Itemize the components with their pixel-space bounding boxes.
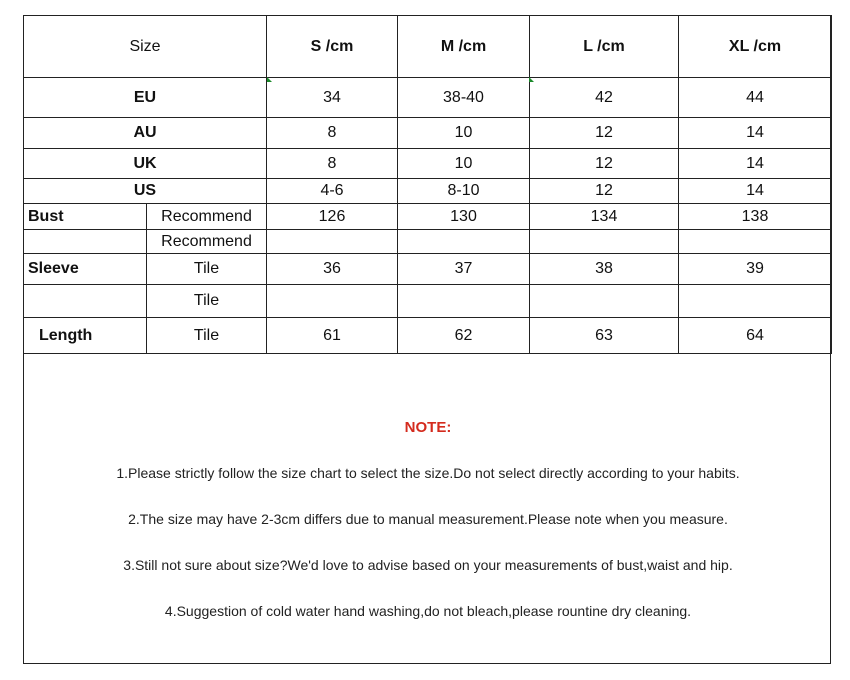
- region-label-au: AU: [24, 118, 267, 149]
- region-label-uk: UK: [24, 149, 267, 179]
- length-sub-label: Tile: [147, 318, 267, 354]
- table-row: [24, 318, 832, 354]
- note-line: 2.The size may have 2-3cm differs due to manual measurement.Please note when you measure.: [128, 511, 728, 527]
- table-row: [24, 204, 832, 230]
- region-label-eu: EU: [24, 78, 267, 118]
- table-cell: 61: [267, 318, 398, 354]
- header-xl: XL /cm: [679, 16, 832, 78]
- table-cell: 38-40: [398, 78, 530, 118]
- table-cell: 12: [530, 118, 679, 149]
- table-cell: 38: [530, 254, 679, 285]
- note-line: 4.Suggestion of cold water hand washing,do not bleach,please rountine dry cleaning.: [164, 603, 692, 619]
- table-cell: 36: [267, 254, 398, 285]
- table-row: [24, 149, 832, 179]
- table-cell: 62: [398, 318, 530, 354]
- header-m: M /cm: [398, 16, 530, 78]
- length-label: Length: [24, 318, 147, 354]
- header-s: S /cm: [267, 16, 398, 78]
- table-cell: [679, 230, 832, 254]
- table-cell: 126: [267, 204, 398, 230]
- region-label-us: US: [24, 179, 267, 204]
- size-title: Size: [24, 16, 267, 78]
- table-cell: 12: [530, 179, 679, 204]
- table-row: [24, 118, 832, 149]
- table-cell: [398, 285, 530, 318]
- table-cell: 14: [679, 149, 832, 179]
- table-cell: 63: [530, 318, 679, 354]
- table-cell: 8: [267, 149, 398, 179]
- table-cell: 4-6: [267, 179, 398, 204]
- table-cell: [24, 230, 147, 254]
- size-table: [23, 15, 832, 354]
- table-cell: 10: [398, 118, 530, 149]
- note-title: NOTE:: [404, 419, 452, 436]
- table-cell: 130: [398, 204, 530, 230]
- table-row: [24, 254, 832, 285]
- table-cell: 44: [679, 78, 832, 118]
- header-row: [24, 16, 832, 78]
- table-cell: 39: [679, 254, 832, 285]
- table-cell: 134: [530, 204, 679, 230]
- table-row: [24, 78, 832, 118]
- table-cell: [530, 230, 679, 254]
- note-line: 1.Please strictly follow the size chart to select the size.Do not select directly according to your habits.: [116, 465, 740, 481]
- table-cell: [679, 285, 832, 318]
- table-cell: 12: [530, 149, 679, 179]
- table-cell: 138: [679, 204, 832, 230]
- table-cell: [267, 230, 398, 254]
- table-row: [24, 230, 832, 254]
- cell-marker-icon: [267, 77, 272, 82]
- table-cell: [530, 285, 679, 318]
- table-cell: 14: [679, 118, 832, 149]
- bust-label: Bust: [24, 204, 147, 230]
- bust-sub-label: Recommend: [147, 204, 267, 230]
- header-l: L /cm: [530, 16, 679, 78]
- table-cell: 34: [267, 78, 398, 118]
- table-cell: 8: [267, 118, 398, 149]
- table-cell: 14: [679, 179, 832, 204]
- table-row: [24, 179, 832, 204]
- bust-sub-label: Recommend: [147, 230, 267, 254]
- table-cell: [24, 285, 147, 318]
- sleeve-sub-label: Tile: [147, 254, 267, 285]
- table-cell: 64: [679, 318, 832, 354]
- table-cell: 37: [398, 254, 530, 285]
- table-cell: [267, 285, 398, 318]
- sleeve-label: Sleeve: [24, 254, 147, 285]
- note-line: 3.Still not sure about size?We'd love to advise based on your measurements of bust,waist and hip.: [123, 557, 733, 573]
- size-chart-sheet: [23, 15, 831, 664]
- table-cell: 8-10: [398, 179, 530, 204]
- table-cell: 10: [398, 149, 530, 179]
- table-cell: 42: [530, 78, 679, 118]
- table-cell: [398, 230, 530, 254]
- table-row: [24, 285, 832, 318]
- cell-marker-icon: [529, 77, 534, 82]
- sleeve-sub-label: Tile: [147, 285, 267, 318]
